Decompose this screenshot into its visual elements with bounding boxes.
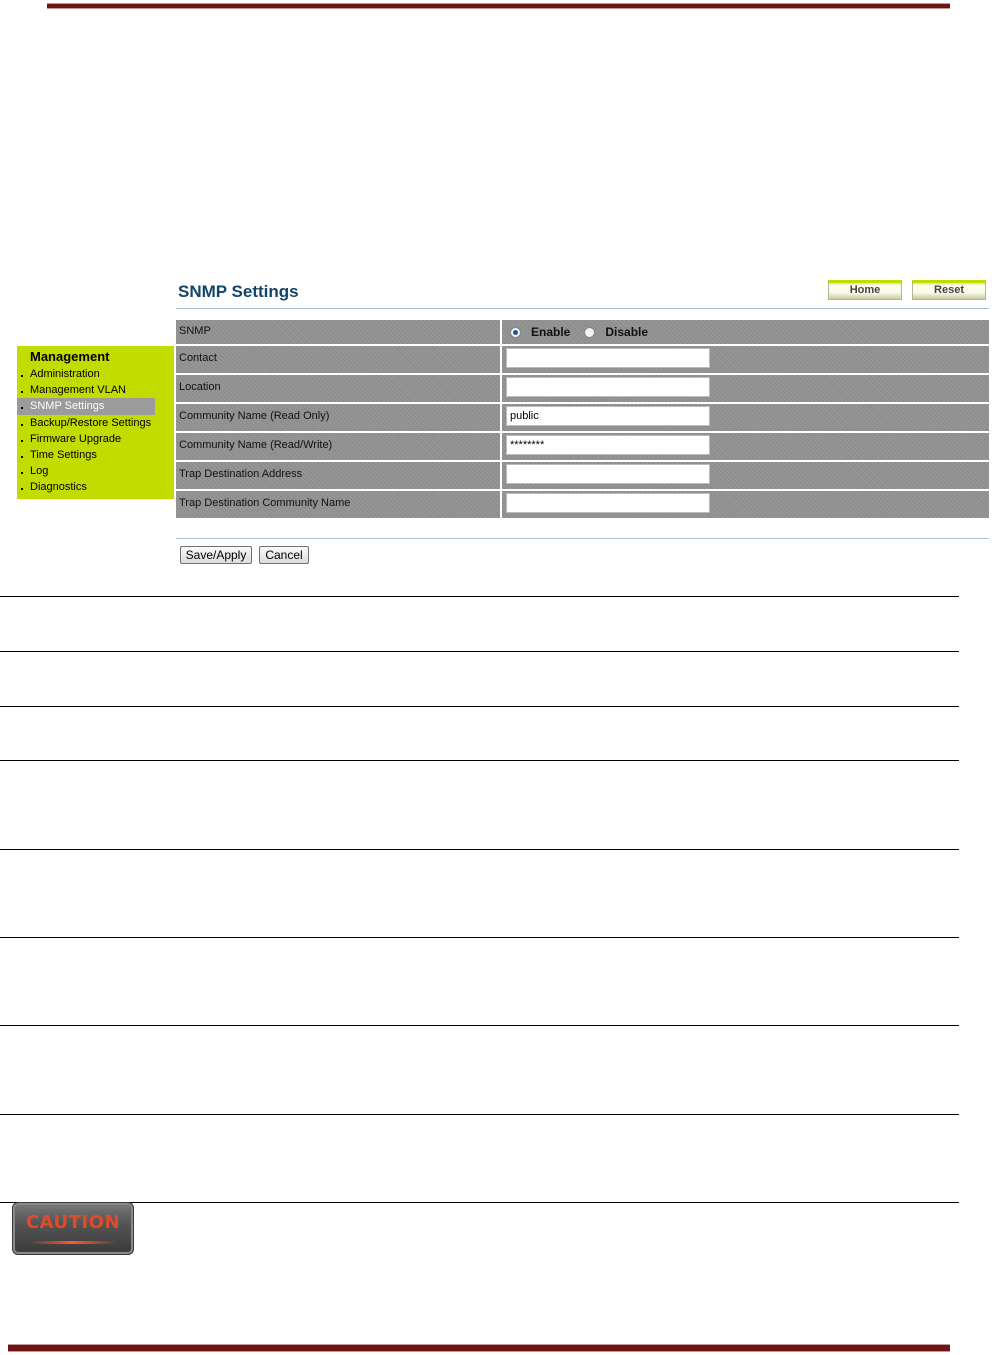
bullet-icon: [21, 456, 23, 458]
bullet-icon: [21, 488, 23, 490]
sidebar-item-label: Firmware Upgrade: [30, 432, 122, 445]
sidebar-item-time-settings[interactable]: [17, 447, 155, 463]
community-rw-label: Community Name (Read/Write): [176, 433, 502, 460]
bullet-icon: [21, 472, 23, 474]
table-rule: [0, 937, 959, 938]
header-rule: [47, 3, 950, 9]
sidebar-item-snmp-settings[interactable]: [17, 398, 155, 414]
table-rule: [0, 1114, 959, 1115]
enable-radio[interactable]: [510, 327, 521, 338]
sidebar-item-label: Administration: [30, 368, 100, 380]
sidebar-item-label: Time Settings: [30, 448, 97, 461]
community-ro-input[interactable]: [506, 406, 710, 426]
table-rule: [0, 760, 959, 761]
page-title: SNMP Settings: [178, 282, 299, 301]
footer-rule: [8, 1344, 950, 1352]
community-ro-label: Community Name (Read Only): [176, 404, 502, 431]
bullet-icon: [21, 424, 23, 426]
sidebar-item-label: Management VLAN: [30, 384, 126, 397]
form-divider: [176, 538, 989, 539]
sidebar-item-label: Diagnostics: [30, 481, 87, 494]
caution-badge: [12, 1202, 134, 1255]
snmp-settings-table: [176, 320, 989, 520]
contact-label: Contact: [176, 346, 502, 373]
snmp-label: SNMP: [176, 320, 502, 344]
table-rule: [0, 849, 959, 850]
sidebar-item-administration[interactable]: [17, 366, 155, 382]
management-sidebar: [17, 346, 174, 499]
bullet-icon: [21, 440, 23, 442]
sidebar-title: Management: [30, 349, 110, 364]
table-rule: [0, 706, 959, 707]
community-rw-row: [176, 433, 989, 460]
sidebar-item-diagnostics[interactable]: [17, 479, 155, 495]
table-rule: [0, 596, 959, 597]
sidebar-item-label: SNMP Settings: [30, 400, 105, 413]
caution-label: CAUTION: [25, 1212, 121, 1233]
trap-address-label: Trap Destination Address: [176, 462, 502, 489]
save-apply-button[interactable]: Save/Apply: [180, 546, 252, 564]
sidebar-item-label: Backup/Restore Settings: [30, 416, 152, 429]
title-divider: [176, 308, 989, 309]
table-rule: [0, 651, 959, 652]
trap-community-label: Trap Destination Community Name: [176, 491, 502, 518]
location-label: Location: [176, 375, 502, 402]
community-rw-input[interactable]: [506, 435, 710, 455]
bullet-icon: [21, 375, 23, 377]
caution-glow: [29, 1241, 117, 1244]
table-rule: [0, 1025, 959, 1026]
snmp-radio-group: [510, 325, 662, 339]
snmp-row: [176, 320, 989, 344]
trap-address-row: [176, 462, 989, 489]
bullet-icon: [21, 391, 23, 393]
table-rule: [0, 1202, 959, 1203]
enable-label: Enable: [531, 325, 571, 339]
location-row: [176, 375, 989, 402]
trap-address-input[interactable]: [506, 464, 710, 484]
community-ro-row: [176, 404, 989, 431]
disable-radio[interactable]: [584, 327, 595, 338]
disable-label: Disable: [605, 325, 649, 339]
sidebar-item-log[interactable]: [17, 463, 155, 479]
sidebar-item-management-vlan[interactable]: [17, 382, 155, 398]
trap-community-row: [176, 491, 989, 518]
reset-button[interactable]: Reset: [912, 280, 986, 300]
location-input[interactable]: [506, 377, 710, 397]
sidebar-item-backup-restore[interactable]: [17, 415, 155, 431]
bullet-icon: [21, 407, 23, 409]
home-button[interactable]: Home: [828, 280, 902, 300]
sidebar-item-label: Log: [30, 465, 49, 478]
trap-community-input[interactable]: [506, 493, 710, 513]
sidebar-item-firmware-upgrade[interactable]: [17, 431, 155, 447]
contact-row: [176, 346, 989, 373]
contact-input[interactable]: [506, 348, 710, 368]
cancel-button[interactable]: Cancel: [259, 546, 309, 564]
